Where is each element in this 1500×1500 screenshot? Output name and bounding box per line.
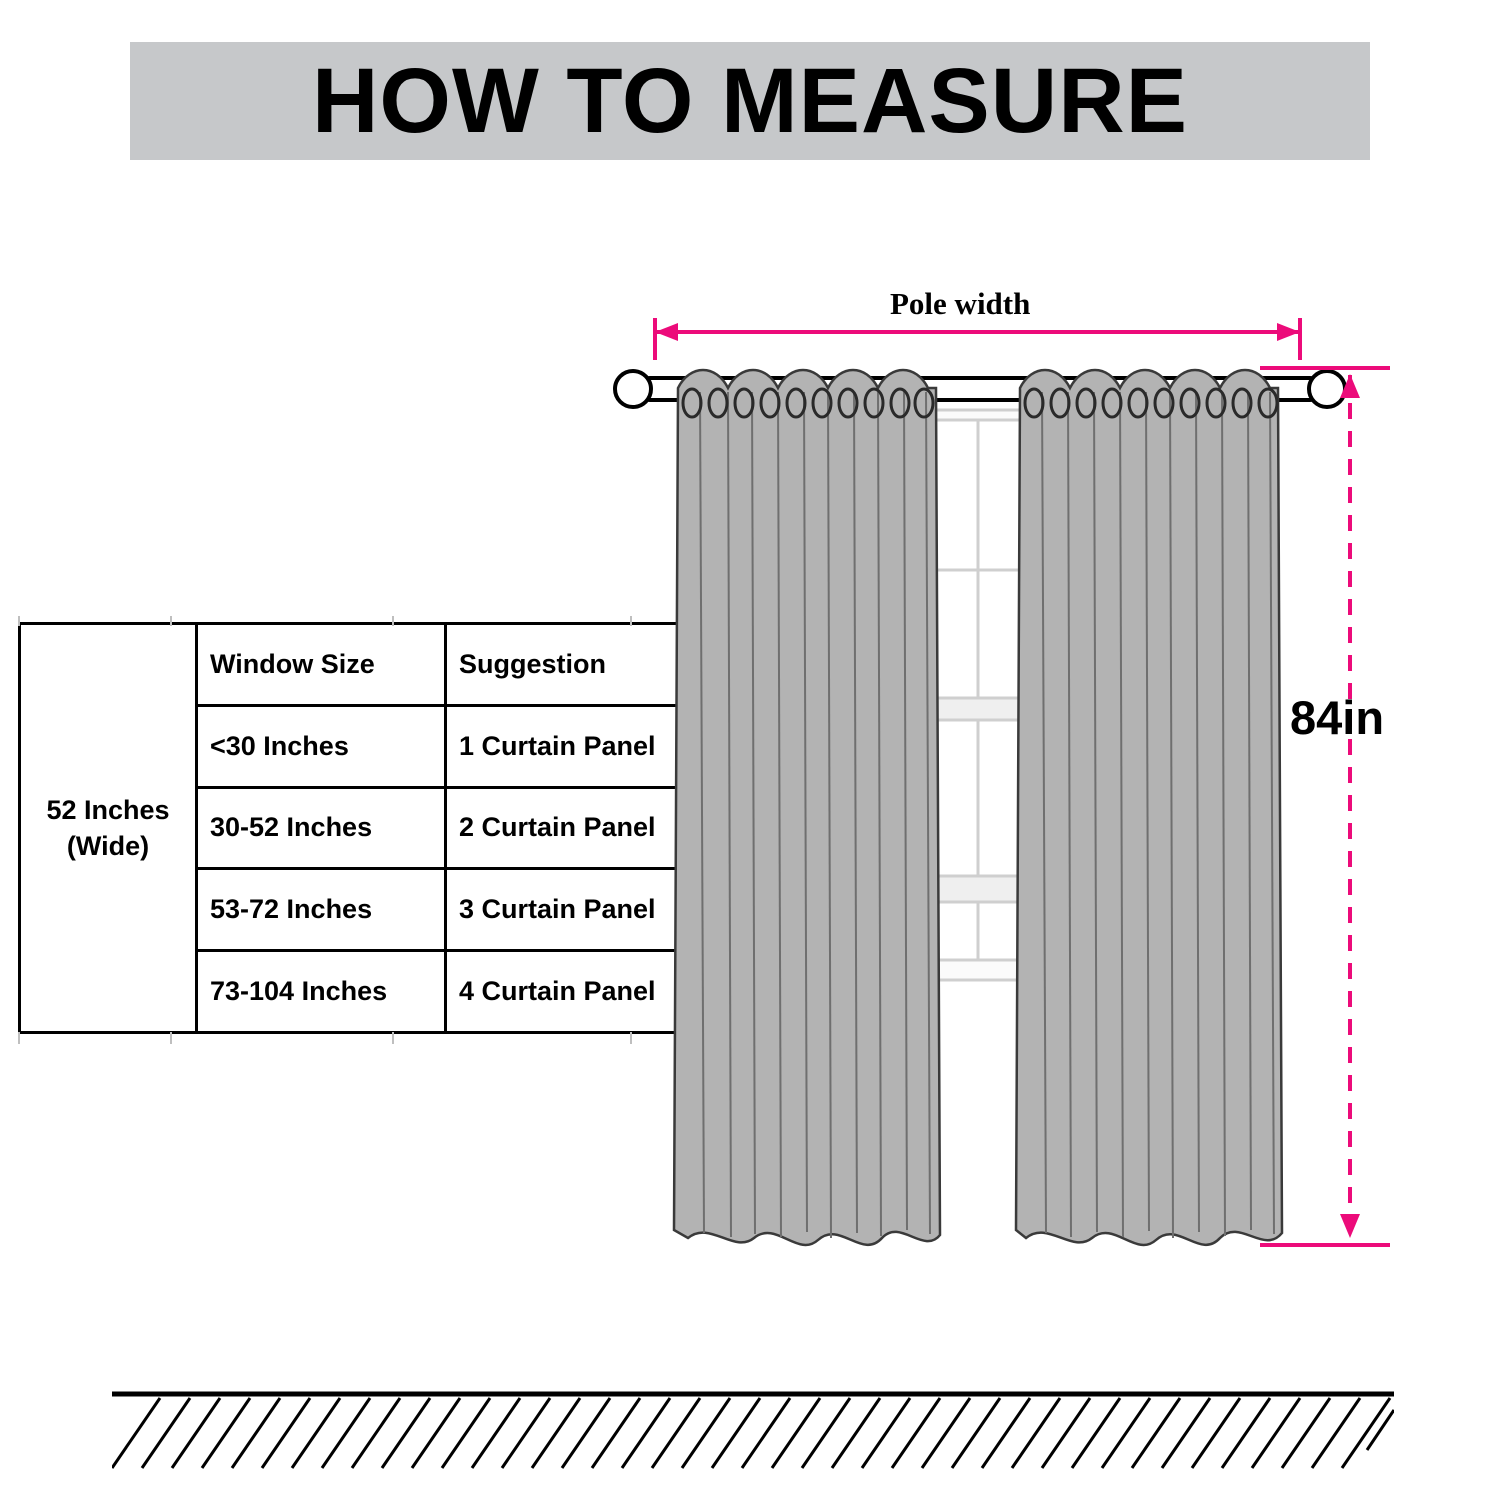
grid-tick (170, 616, 172, 626)
cell-suggestion: 3 Curtain Panel (446, 869, 711, 951)
pole-width-label: Pole width (890, 286, 1031, 321)
diagram-svg (600, 270, 1430, 1280)
grid-tick (392, 616, 394, 626)
cell-window-size: <30 Inches (197, 705, 446, 787)
size-guide-table (18, 622, 656, 1034)
header-banner (130, 42, 1370, 160)
grid-tick (392, 1032, 394, 1044)
pole-width-dimension (655, 318, 1300, 360)
grid-tick (170, 1032, 172, 1044)
cell-suggestion: 2 Curtain Panel (446, 787, 711, 869)
curtain-panel-right (1016, 370, 1282, 1245)
cell-window-size: 30-52 Inches (197, 787, 446, 869)
table-side-label (20, 624, 197, 1033)
curtain-measurement-diagram (600, 270, 1430, 1280)
curtain-panel-left (674, 370, 940, 1245)
page-title: HOW TO MEASURE (311, 49, 1189, 152)
grid-tick (18, 1032, 20, 1044)
cell-window-size: 53-72 Inches (197, 869, 446, 951)
side-label-line1: 52 Inches (46, 794, 170, 825)
column-header-suggestion: Suggestion (446, 624, 711, 706)
column-header-window-size: Window Size (197, 624, 446, 706)
floor-hatching (112, 1388, 1394, 1474)
cell-window-size: 73-104 Inches (197, 951, 446, 1033)
cell-suggestion: 1 Curtain Panel (446, 705, 711, 787)
grid-tick (18, 616, 20, 626)
floor-svg (112, 1388, 1394, 1474)
cell-suggestion: 4 Curtain Panel (446, 951, 711, 1033)
side-label-line2: (Wide) (66, 831, 150, 861)
curtain-height-label: 84in (1290, 691, 1385, 744)
